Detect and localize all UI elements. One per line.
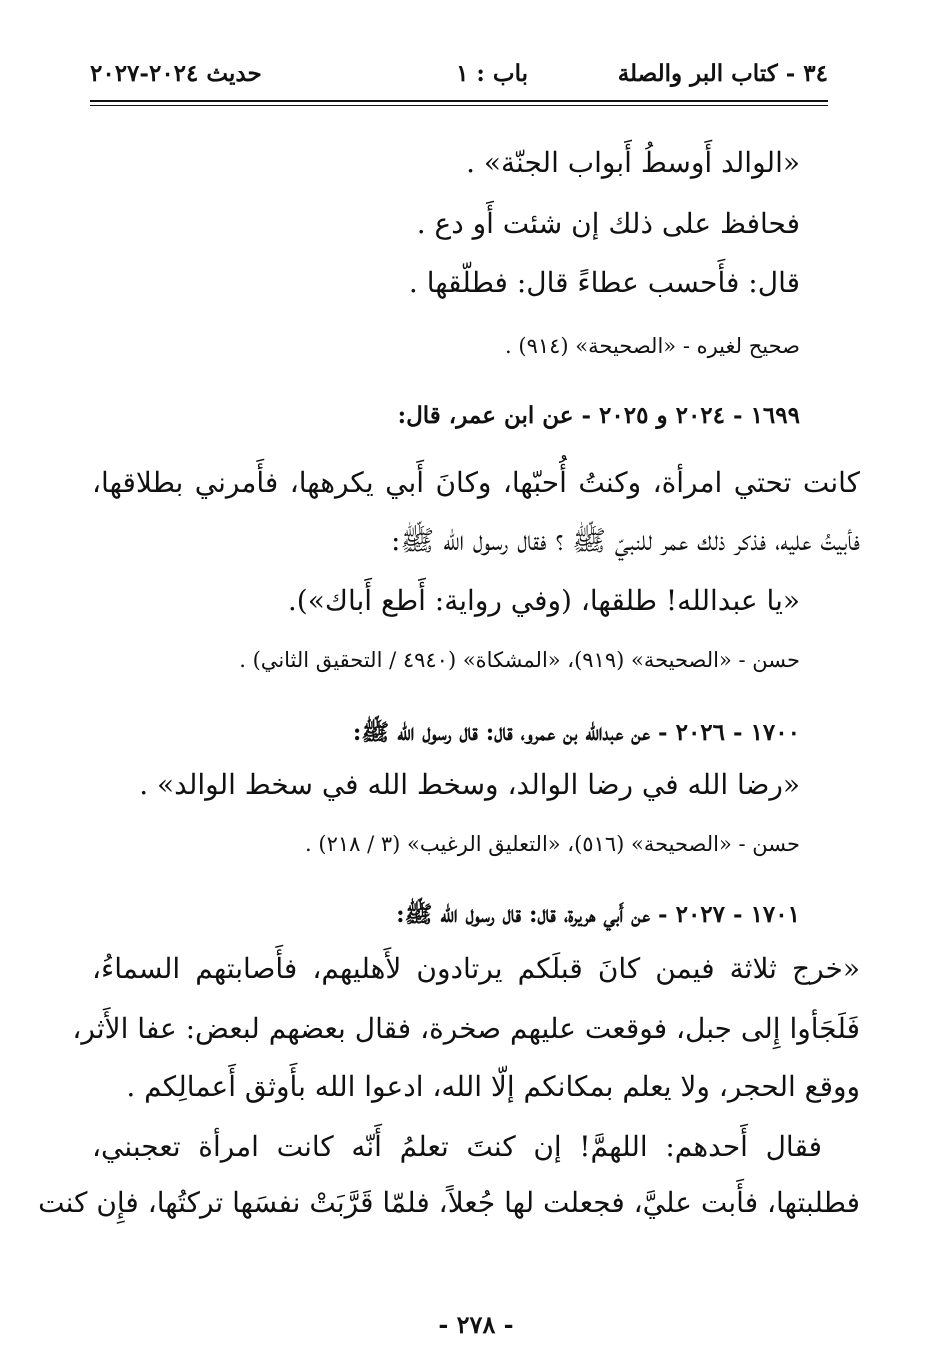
header-hadith-range: حديث ٢٠٢٤-٢٠٢٧: [90, 60, 262, 87]
text-line: قال: فأَحسب عطاءً قال: فطلّقها .: [408, 266, 800, 299]
grading-line: حسن - «الصحيحة» (٥١٦)، «التعليق الرغيب» (٣ / ٢١٨) .: [305, 832, 800, 856]
text-line: فأبيتُ عليه، فذكر ذلك عمر للنبيّ ﷺ ؟ فقال رسول الله ﷺ:: [390, 524, 860, 557]
text-line: «رضا الله في رضا الوالد، وسخط الله في سخط الوالد» .: [139, 768, 800, 801]
header-chapter: باب : ١: [456, 60, 528, 87]
text-line: «الوالد أَوسطُ أَبواب الجنّة» .: [466, 146, 800, 179]
text-line: «خرج ثلاثة فيمن كانَ قبلَكم يرتادون لأَهليهم، فأَصابتهم السماءُ،: [92, 952, 860, 985]
text-line: فَلَجَأوا إِلى جبل، فوقعت عليهم صخرة، فقال بعضهم لبعض: عفا الأَثر،: [72, 1012, 860, 1045]
text-line: «يا عبدالله! طلقها، (وفي رواية: أَطع أَباك»).: [287, 584, 800, 617]
running-header: [90, 56, 828, 96]
text-line: كانت تحتي امرأة، وكنتُ أُحبّها، وكانَ أَبي يكرهها، فأَمرني بطلاقها،: [92, 466, 860, 499]
grading-line: صحيح لغيره - «الصحيحة» (٩١٤) .: [505, 334, 800, 358]
page-number: - ٢٧٨ -: [438, 1310, 514, 1339]
hadith-number-line: ١٧٠١ - ٢٠٢٧ - عن أَبي هريرة، قال: قال رسول الله ﷺ:: [396, 901, 800, 928]
header-rule-thick: [90, 100, 828, 102]
header-rule-thin: [90, 105, 828, 106]
text-line: فطلبتها، فأَبت عليَّ، فجعلت لها جُعلاً، فلمّا قَرَّبَتْ نفسَها تركتُها، فإِن كنت: [38, 1186, 860, 1219]
hadith-number-line: ١٦٩٩ - ٢٠٢٤ و ٢٠٢٥ - عن ابن عمر، قال:: [397, 402, 800, 429]
text-line: فحافظ على ذلك إن شئت أَو دع .: [416, 207, 800, 240]
hadith-number-line: ١٧٠٠ - ٢٠٢٦ - عن عبدالله بن عمرو، قال: قال رسول الله ﷺ:: [352, 719, 800, 746]
grading-line: حسن - «الصحيحة» (٩١٩)، «المشكاة» (٤٩٤٠ / التحقيق الثاني) .: [239, 648, 800, 672]
text-line: فقال أَحدهم: اللهمَّ! إن كنتَ تعلمُ أَنّه كانت امرأة تعجبني،: [92, 1130, 822, 1163]
header-book-title: ٣٤ - كتاب البر والصلة: [617, 60, 828, 87]
text-line: ووقع الحجر، ولا يعلم بمكانكم إلّا الله، ادعوا الله بأَوثق أَعمالِكم .: [126, 1070, 860, 1103]
